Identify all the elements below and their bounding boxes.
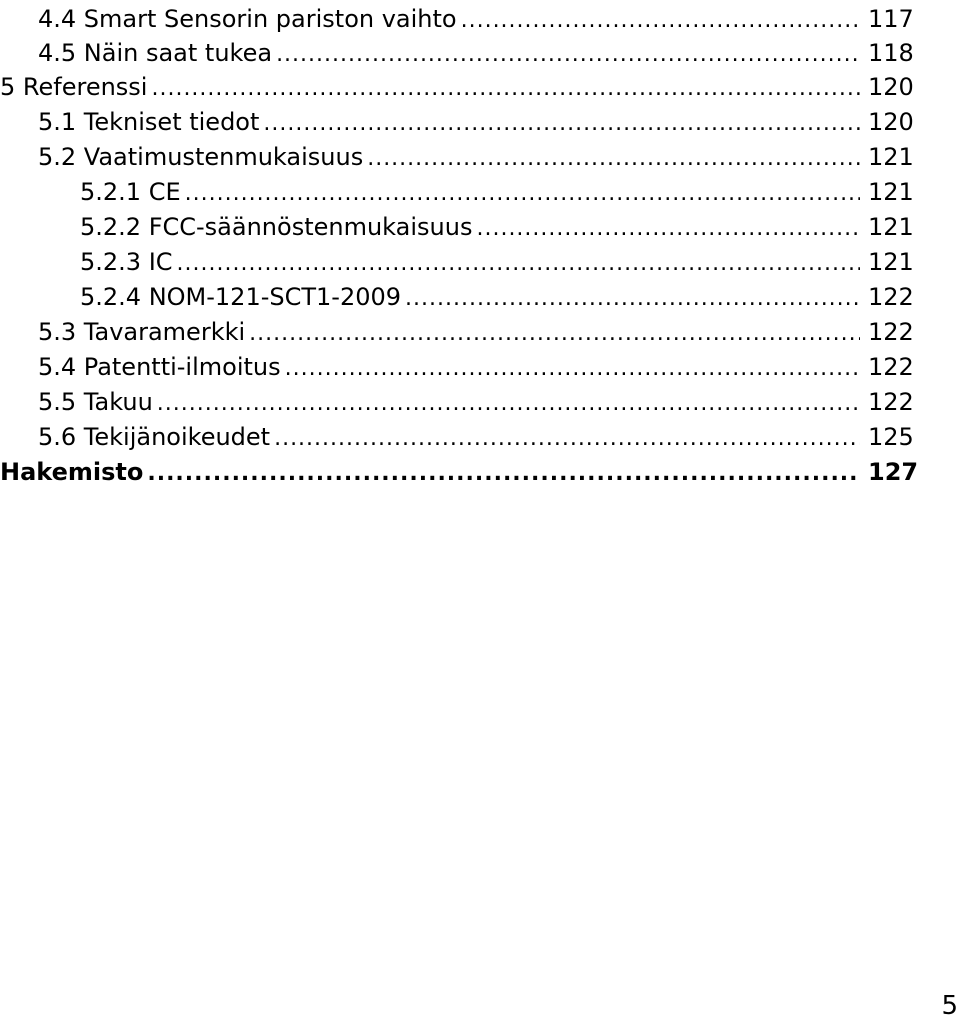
page-number: 5 — [941, 991, 958, 1021]
toc-entry-page: 122 — [868, 353, 914, 381]
toc-entry-title: 5.5 Takuu — [38, 388, 153, 416]
toc-dot-leader — [276, 38, 860, 72]
toc-entry-title: 5.4 Patentti-ilmoitus — [38, 353, 281, 381]
toc-entry-page: 127 — [868, 458, 919, 486]
toc-entry-5-2-1[interactable] — [80, 175, 930, 209]
toc-entry-title: 5.2.3 IC — [80, 248, 173, 276]
toc-entry-page: 118 — [868, 39, 914, 67]
toc-entry-page: 122 — [868, 318, 914, 346]
toc-entry-page: 125 — [868, 423, 914, 451]
toc-entry-5-2-3[interactable] — [80, 245, 930, 279]
toc-entry-index[interactable] — [0, 455, 930, 489]
toc-entry-title: 5.2.2 FCC-säännöstenmukaisuus — [80, 213, 473, 241]
toc-entry-5-2[interactable] — [38, 140, 930, 174]
toc-dot-leader — [147, 457, 860, 491]
toc-dot-leader — [405, 282, 860, 316]
toc-entry-page: 122 — [868, 388, 914, 416]
toc-entry-page: 121 — [868, 143, 914, 171]
toc-entry-title: 5.1 Tekniset tiedot — [38, 108, 260, 136]
toc-entry-page: 120 — [868, 108, 914, 136]
toc-entry-5[interactable] — [0, 70, 930, 104]
toc-dot-leader — [367, 142, 860, 176]
toc-dot-leader — [157, 387, 860, 421]
toc-dot-leader — [461, 4, 860, 38]
toc-dot-leader — [285, 352, 860, 386]
toc-entry-title: Hakemisto — [0, 458, 144, 486]
toc-entry-5-3[interactable] — [38, 315, 930, 349]
toc-dot-leader — [177, 247, 860, 281]
toc-dot-leader — [249, 317, 860, 351]
toc-entry-4-5[interactable] — [38, 36, 930, 70]
toc-entry-4-4[interactable] — [38, 2, 930, 36]
toc-entry-title: 5.6 Tekijänoikeudet — [38, 423, 271, 451]
toc-entry-5-2-2[interactable] — [80, 210, 930, 244]
toc-entry-5-1[interactable] — [38, 105, 930, 139]
toc-entry-title: 5 Referenssi — [0, 73, 148, 101]
toc-entry-title: 5.3 Tavaramerkki — [38, 318, 246, 346]
toc-entry-page: 120 — [868, 73, 914, 101]
toc-entry-page: 121 — [868, 178, 914, 206]
toc-entry-5-4[interactable] — [38, 350, 930, 384]
toc-entry-page: 122 — [868, 283, 914, 311]
toc-entry-page: 121 — [868, 248, 914, 276]
toc-dot-leader — [185, 177, 860, 211]
toc-entry-title: 4.4 Smart Sensorin pariston vaihto — [38, 5, 457, 33]
toc-entry-title: 5.2.4 NOM-121-SCT1-2009 — [80, 283, 402, 311]
toc-entry-5-5[interactable] — [38, 385, 930, 419]
toc-entry-page: 117 — [868, 5, 914, 33]
toc-dot-leader — [476, 212, 860, 246]
toc-entry-title: 5.2.1 CE — [80, 178, 181, 206]
toc-entry-5-6[interactable] — [38, 420, 930, 454]
toc-entry-title: 4.5 Näin saat tukea — [38, 39, 273, 67]
toc-entry-5-2-4[interactable] — [80, 280, 930, 314]
toc-entry-page: 121 — [868, 213, 914, 241]
toc-dot-leader — [151, 72, 860, 106]
toc-dot-leader — [263, 107, 860, 141]
toc-entry-title: 5.2 Vaatimustenmukaisuus — [38, 143, 364, 171]
toc-dot-leader — [274, 422, 860, 456]
